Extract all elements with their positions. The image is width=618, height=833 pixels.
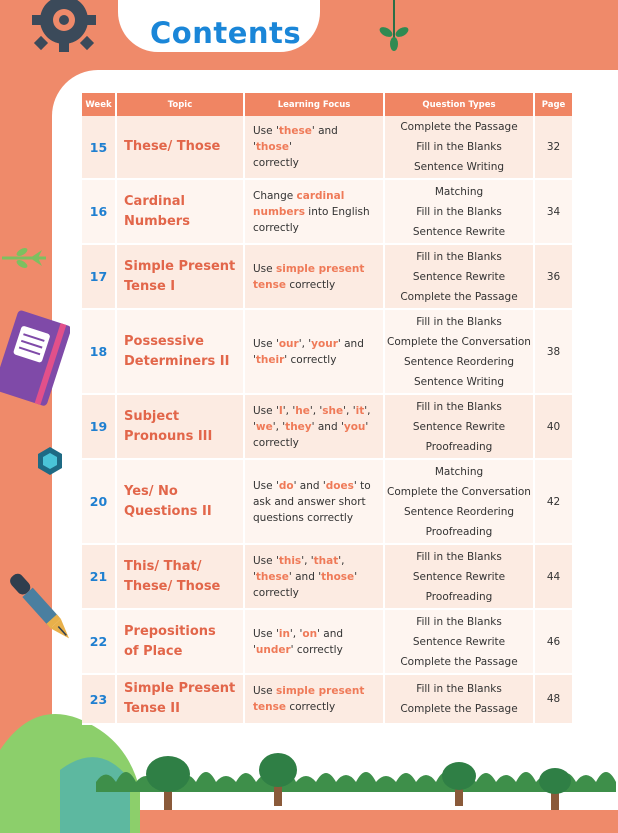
- page-number: 48: [535, 675, 572, 725]
- focus-text: ', ': [272, 420, 286, 433]
- focus-text: ' to: [353, 479, 371, 492]
- focus-line: [253, 626, 377, 642]
- question-types-cell: [385, 460, 535, 545]
- page-number: 40: [535, 395, 572, 460]
- question-types-cell: [385, 395, 535, 460]
- topic-line: of Place: [124, 643, 183, 659]
- focus-keyword: she: [322, 404, 344, 417]
- topic-cell: [117, 245, 245, 310]
- learning-focus-cell: [245, 395, 385, 460]
- tree-icon: [535, 766, 575, 812]
- topic-cell: [117, 310, 245, 395]
- focus-keyword: numbers: [253, 205, 305, 218]
- focus-keyword: your: [311, 337, 338, 350]
- focus-line: [253, 261, 377, 277]
- focus-keyword: you: [343, 420, 366, 433]
- learning-focus-cell: [245, 610, 385, 675]
- question-type: Fill in the Blanks: [416, 205, 502, 218]
- focus-keyword: those: [255, 141, 289, 153]
- topic-line: Prepositions: [124, 623, 216, 639]
- question-type: Sentence Rewrite: [412, 570, 506, 583]
- page-number: 42: [535, 460, 572, 545]
- table-header-row: [82, 93, 572, 116]
- focus-text: ': [253, 420, 256, 433]
- topic-cell: [117, 116, 245, 180]
- focus-text: ', ': [282, 404, 296, 417]
- focus-keyword: it: [355, 404, 365, 417]
- focus-text: Change: [253, 189, 297, 202]
- focus-line: [253, 642, 377, 658]
- question-types-cell: [385, 610, 535, 675]
- focus-line: [253, 569, 377, 585]
- focus-line: [253, 419, 377, 435]
- topic-line: Simple Present: [124, 258, 236, 274]
- question-type: Fill in the Blanks: [416, 683, 502, 695]
- week-number: 19: [82, 395, 117, 460]
- focus-line: [253, 553, 377, 569]
- focus-keyword: their: [255, 353, 285, 366]
- header-question-types: Question Types: [385, 93, 535, 116]
- focus-keyword: we: [255, 420, 273, 433]
- contents-table: [82, 93, 572, 725]
- table-row: [82, 116, 572, 180]
- question-type: Fill in the Blanks: [416, 315, 502, 328]
- focus-line: [253, 155, 377, 171]
- learning-focus-cell: [245, 245, 385, 310]
- week-number: 17: [82, 245, 117, 310]
- focus-text: ': [253, 643, 256, 656]
- focus-line: [253, 683, 377, 699]
- focus-text: correctly: [253, 436, 299, 449]
- question-type: Sentence Rewrite: [412, 270, 506, 283]
- focus-keyword: tense: [253, 701, 286, 713]
- focus-text: ' and ': [288, 570, 322, 583]
- week-number: 20: [82, 460, 117, 545]
- question-type: Proofreading: [425, 440, 493, 453]
- question-types-cell: [385, 675, 535, 725]
- focus-text: ': [288, 141, 292, 153]
- week-number: 21: [82, 545, 117, 610]
- focus-text: Use ': [253, 479, 279, 492]
- topic-line: These/ Those: [124, 578, 221, 594]
- table-row: [82, 395, 572, 460]
- topic-cell: [117, 460, 245, 545]
- question-type: Sentence Writing: [413, 161, 505, 173]
- focus-text: Use: [253, 685, 276, 697]
- learning-focus-cell: [245, 675, 385, 725]
- topic-line: Questions II: [124, 503, 212, 519]
- focus-keyword: this: [278, 554, 302, 567]
- question-types-cell: [385, 545, 535, 610]
- table-row: [82, 675, 572, 725]
- table-row: [82, 245, 572, 310]
- question-type: Complete the Passage: [400, 655, 518, 668]
- table-row: [82, 460, 572, 545]
- focus-text: Use ': [253, 627, 279, 640]
- topic-line: Pronouns III: [124, 428, 213, 444]
- pen-icon: [8, 566, 78, 650]
- focus-text: correctly: [253, 586, 299, 599]
- topic-line: This/ That/: [124, 558, 202, 574]
- hanging-plant-icon: [374, 0, 414, 52]
- focus-text: ' correctly: [290, 643, 343, 656]
- focus-text: Use ': [253, 404, 279, 417]
- tree-icon: [438, 760, 480, 808]
- focus-keyword: simple present: [275, 685, 365, 697]
- focus-keyword: does: [325, 479, 354, 492]
- focus-text: ' and ': [253, 125, 338, 153]
- gem-icon: [36, 446, 64, 476]
- focus-keyword: that: [313, 554, 339, 567]
- question-type: Complete the Passage: [400, 290, 518, 303]
- table-row: [82, 180, 572, 245]
- focus-keyword: tense: [253, 278, 286, 291]
- question-type: Fill in the Blanks: [416, 615, 502, 628]
- focus-keyword: in: [278, 627, 290, 640]
- topic-line: Subject: [124, 408, 180, 424]
- question-type: Fill in the Blanks: [416, 400, 502, 413]
- focus-line: [253, 494, 377, 510]
- page-title: Contents: [150, 16, 302, 50]
- focus-text: correctly: [253, 157, 299, 169]
- notebook-icon: [0, 305, 70, 415]
- focus-text: ': [365, 420, 369, 433]
- topic-cell: [117, 180, 245, 245]
- question-types-cell: [385, 245, 535, 310]
- focus-keyword: under: [255, 643, 291, 656]
- focus-keyword: cardinal: [296, 189, 345, 202]
- focus-keyword: these: [278, 125, 312, 137]
- tree-icon: [255, 750, 301, 808]
- learning-focus-cell: [245, 180, 385, 245]
- table-row: [82, 610, 572, 675]
- focus-text: ' and: [317, 627, 344, 640]
- focus-line: [253, 585, 377, 601]
- topic-cell: [117, 545, 245, 610]
- week-number: 18: [82, 310, 117, 395]
- tree-icon: [142, 752, 194, 812]
- arrow-sprout-icon: [0, 240, 48, 276]
- question-type: Proofreading: [425, 590, 493, 603]
- focus-line: [253, 220, 377, 236]
- focus-text: ' and: [337, 337, 364, 350]
- focus-text: ask and answer short: [253, 495, 366, 508]
- focus-keyword: do: [278, 479, 294, 492]
- question-type: Matching: [434, 185, 484, 198]
- focus-text: Use: [253, 262, 276, 275]
- week-number: 22: [82, 610, 117, 675]
- topic-line: Cardinal: [124, 193, 185, 209]
- page-number: 46: [535, 610, 572, 675]
- focus-text: ', ': [289, 627, 303, 640]
- focus-keyword: on: [302, 627, 318, 640]
- focus-line: [253, 435, 377, 451]
- question-type: Sentence Rewrite: [412, 635, 506, 648]
- topic-line: Determiners II: [124, 353, 230, 369]
- topic-cell: [117, 675, 245, 725]
- focus-line: [253, 510, 377, 526]
- header-week: Week: [82, 93, 117, 116]
- page-number: 44: [535, 545, 572, 610]
- question-type: Fill in the Blanks: [416, 550, 502, 563]
- question-type: Complete the Passage: [400, 121, 518, 133]
- header-learning-focus: Learning Focus: [245, 93, 385, 116]
- focus-text: ': [354, 570, 358, 583]
- question-type: Fill in the Blanks: [416, 250, 502, 263]
- focus-text: correctly: [253, 221, 299, 234]
- focus-line: [253, 204, 377, 220]
- learning-focus-cell: [245, 116, 385, 180]
- week-number: 23: [82, 675, 117, 725]
- focus-keyword: our: [278, 337, 299, 350]
- table-row: [82, 545, 572, 610]
- week-number: 16: [82, 180, 117, 245]
- focus-text: ', ': [301, 554, 314, 567]
- question-types-cell: [385, 180, 535, 245]
- focus-text: ', ': [298, 337, 312, 350]
- question-type: Fill in the Blanks: [416, 141, 502, 153]
- question-type: Complete the Conversation: [387, 335, 531, 348]
- page-number: 34: [535, 180, 572, 245]
- page-number: 36: [535, 245, 572, 310]
- focus-line: [253, 123, 377, 155]
- focus-line: [253, 188, 377, 204]
- topic-line: Simple Present: [124, 681, 236, 696]
- focus-text: ' and ': [293, 479, 326, 492]
- question-type: Proofreading: [425, 525, 493, 538]
- focus-keyword: they: [285, 420, 312, 433]
- focus-line: [253, 336, 377, 352]
- question-type: Sentence Reordering: [403, 355, 515, 368]
- question-type: Matching: [434, 465, 484, 478]
- page-number: 32: [535, 116, 572, 180]
- topic-line: These/ Those: [124, 139, 221, 154]
- focus-keyword: simple present: [275, 262, 365, 275]
- topic-line: Yes/ No: [124, 483, 178, 499]
- topic-cell: [117, 395, 245, 460]
- question-type: Complete the Conversation: [387, 485, 531, 498]
- focus-line: [253, 699, 377, 715]
- focus-text: ': [253, 353, 256, 366]
- learning-focus-cell: [245, 310, 385, 395]
- focus-text: questions correctly: [253, 511, 354, 524]
- header-topic: Topic: [117, 93, 245, 116]
- focus-text: ',: [338, 554, 345, 567]
- focus-line: [253, 403, 377, 419]
- focus-text: correctly: [286, 701, 336, 713]
- gear-icon: [28, 0, 100, 56]
- question-type: Sentence Reordering: [403, 505, 515, 518]
- learning-focus-cell: [245, 460, 385, 545]
- focus-text: ', ': [309, 404, 323, 417]
- page-number: 38: [535, 310, 572, 395]
- focus-keyword: these: [255, 570, 289, 583]
- topic-line: Numbers: [124, 213, 190, 229]
- question-type: Sentence Rewrite: [412, 225, 506, 238]
- focus-text: ' and ': [311, 420, 344, 433]
- learning-focus-cell: [245, 545, 385, 610]
- focus-line: [253, 277, 377, 293]
- topic-line: Possessive: [124, 333, 204, 349]
- focus-line: [253, 352, 377, 368]
- question-type: Sentence Writing: [413, 375, 505, 388]
- focus-text: Use ': [253, 337, 279, 350]
- focus-line: [253, 478, 377, 494]
- topic-cell: [117, 610, 245, 675]
- focus-text: ',: [364, 404, 371, 417]
- topic-line: Tense II: [124, 701, 180, 716]
- focus-text: ', ': [343, 404, 356, 417]
- question-type: Sentence Rewrite: [412, 420, 506, 433]
- focus-text: Use ': [253, 554, 279, 567]
- focus-keyword: he: [295, 404, 310, 417]
- week-number: 15: [82, 116, 117, 180]
- focus-text: correctly: [286, 278, 336, 291]
- table-row: [82, 310, 572, 395]
- question-types-cell: [385, 116, 535, 180]
- focus-text: ': [253, 570, 256, 583]
- focus-text: ' correctly: [284, 353, 337, 366]
- focus-keyword: those: [321, 570, 355, 583]
- question-type: Complete the Passage: [400, 703, 518, 715]
- focus-text: into English: [304, 205, 370, 218]
- header-page: Page: [535, 93, 572, 116]
- focus-text: Use ': [253, 125, 279, 137]
- question-types-cell: [385, 310, 535, 395]
- topic-line: Tense I: [124, 278, 176, 294]
- focus-keyword: I: [278, 404, 283, 417]
